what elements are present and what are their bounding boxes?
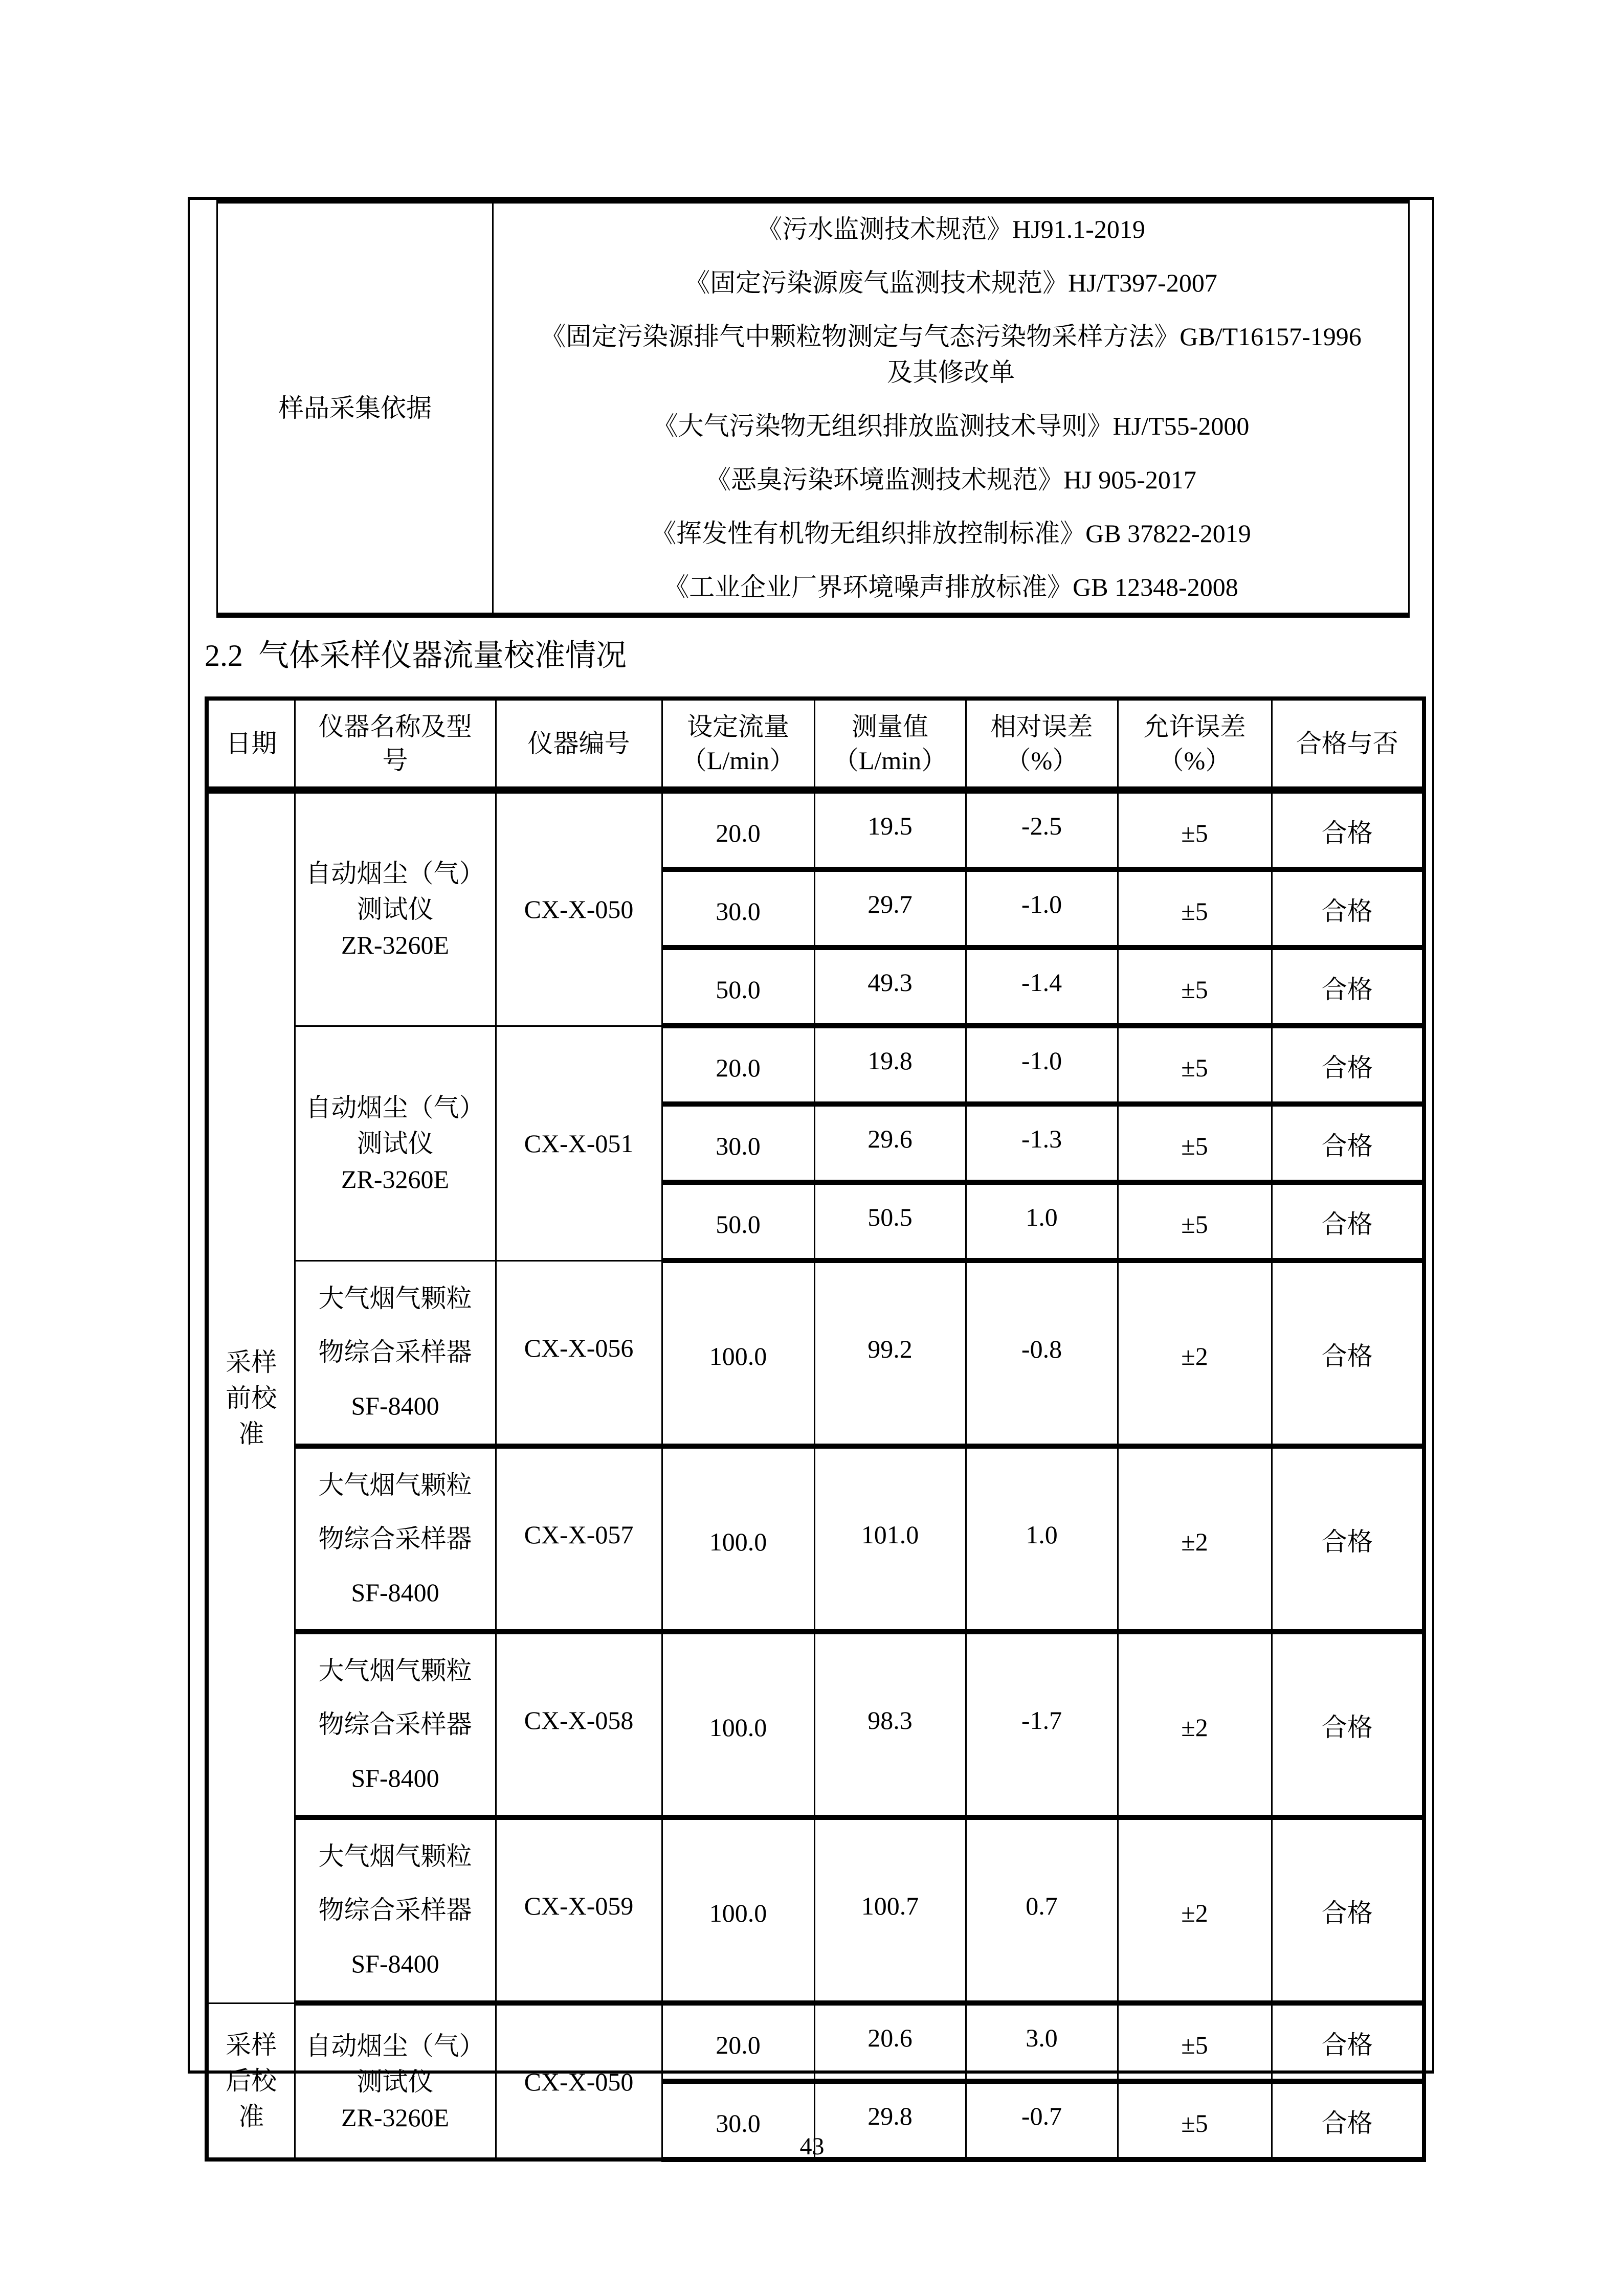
set-flow-cell: 30.0 [662, 869, 814, 948]
allowed-error-cell: ±2 [1118, 1817, 1272, 2003]
section-number: 2.2 [205, 639, 243, 672]
relative-error-cell: -1.3 [966, 1104, 1118, 1182]
standard-item: 《固定污染源排气中颗粒物测定与气态污染物采样方法》GB/T16157-1996 [540, 322, 1362, 351]
header-text: 允许误差 [1143, 712, 1246, 741]
section-title: 气体采样仪器流量校准情况 [258, 639, 627, 672]
set-flow-cell: 20.0 [662, 1026, 814, 1104]
instrument-id-cell: CX-X-050 [496, 790, 662, 1026]
measured-value-cell: 98.3 [814, 1632, 966, 1817]
instrument-name-text: 自动烟尘（气） [305, 859, 485, 888]
instrument-id-cell: CX-X-058 [496, 1632, 662, 1817]
standard-item: 《恶臭污染环境监测技术规范》HJ 905-2017 [705, 465, 1196, 494]
sampling-basis-row [217, 201, 1409, 615]
sampling-basis-label: 样品采集依据 [217, 201, 493, 615]
measured-value-cell: 29.7 [814, 869, 966, 948]
standard-item: 《固定污染源废气监测技术规范》HJ/T397-2007 [684, 268, 1217, 297]
pass-result-cell: 合格 [1272, 869, 1424, 948]
instrument-name-text: SF-8400 [351, 1949, 439, 1978]
set-flow-cell: 50.0 [662, 948, 814, 1026]
set-flow-cell: 100.0 [662, 1446, 814, 1632]
instrument-name-text: SF-8400 [351, 1764, 439, 1792]
header-date: 日期 [207, 699, 295, 790]
measured-value-cell: 19.8 [814, 1026, 966, 1104]
set-flow-cell: 20.0 [662, 2003, 814, 2081]
instrument-name-text: SF-8400 [351, 1391, 439, 1421]
table-row [207, 1260, 1424, 1446]
allowed-error-cell: ±2 [1118, 1260, 1272, 1446]
instrument-name-text: ZR-3260E [341, 931, 450, 960]
pass-result-cell: 合格 [1272, 1446, 1424, 1632]
pass-result-cell: 合格 [1272, 2081, 1424, 2159]
instrument-name-text: 测试仪 [357, 2067, 434, 2096]
header-relative-error [966, 699, 1118, 790]
header-allowed-error [1118, 699, 1272, 790]
table-row [207, 1632, 1424, 1817]
header-text: （L/min） [833, 746, 947, 775]
set-flow-cell: 20.0 [662, 790, 814, 869]
instrument-name-cell [295, 790, 496, 1026]
pass-result-cell: 合格 [1272, 1260, 1424, 1446]
instrument-name-text: 大气烟气颗粒 [318, 1656, 472, 1685]
allowed-error-cell: ±5 [1118, 948, 1272, 1026]
header-text: 设定流量 [687, 712, 789, 741]
header-text: 测量值 [852, 712, 928, 741]
header-pass: 合格与否 [1272, 699, 1424, 790]
phase-text: 准 [238, 2102, 264, 2131]
measured-value-cell: 29.8 [814, 2081, 966, 2159]
pass-result-cell: 合格 [1272, 1632, 1424, 1817]
instrument-name-cell [295, 1446, 496, 1632]
header-text: 号 [382, 746, 408, 775]
table-row [207, 1026, 1424, 1104]
instrument-name-cell [295, 1632, 496, 1817]
calibration-table [205, 696, 1426, 2162]
phase-cell [207, 790, 295, 2003]
table-row [207, 2003, 1424, 2081]
allowed-error-cell: ±2 [1118, 1446, 1272, 1632]
header-instrument-id: 仪器编号 [496, 699, 662, 790]
instrument-name-text: 测试仪 [357, 895, 434, 924]
allowed-error-cell: ±5 [1118, 2081, 1272, 2159]
sampling-basis-table [216, 198, 1410, 618]
phase-text: 准 [238, 1419, 264, 1448]
instrument-name-text: 自动烟尘（气） [305, 2031, 485, 2060]
relative-error-cell: -1.4 [966, 948, 1118, 1026]
instrument-name-text: 自动烟尘（气） [305, 1093, 485, 1122]
instrument-name-text: 物综合采样器 [318, 1338, 472, 1367]
instrument-name-text: 测试仪 [357, 1129, 434, 1158]
standard-item: 《工业企业厂界环境噪声排放标准》GB 12348-2008 [663, 573, 1238, 601]
header-set-flow [662, 699, 814, 790]
pass-result-cell: 合格 [1272, 790, 1424, 869]
phase-text: 采样 [226, 1347, 277, 1377]
relative-error-cell: -2.5 [966, 790, 1118, 869]
standard-item: 《挥发性有机物无组织排放控制标准》GB 37822-2019 [651, 519, 1251, 548]
set-flow-cell: 100.0 [662, 1260, 814, 1446]
allowed-error-cell: ±5 [1118, 1182, 1272, 1260]
measured-value-cell: 19.5 [814, 790, 966, 869]
header-instrument [295, 699, 496, 790]
phase-text: 采样 [226, 2030, 277, 2059]
measured-value-cell: 50.5 [814, 1182, 966, 1260]
allowed-error-cell: ±2 [1118, 1632, 1272, 1817]
measured-value-cell: 49.3 [814, 948, 966, 1026]
allowed-error-cell: ±5 [1118, 790, 1272, 869]
relative-error-cell: -1.7 [966, 1632, 1118, 1817]
allowed-error-cell: ±5 [1118, 869, 1272, 948]
header-text: 仪器名称及型 [318, 712, 472, 741]
measured-value-cell: 20.6 [814, 2003, 966, 2081]
section-heading [205, 635, 627, 676]
instrument-name-text: SF-8400 [351, 1578, 439, 1607]
instrument-name-text: ZR-3260E [341, 2103, 450, 2132]
measured-value-cell: 99.2 [814, 1260, 966, 1446]
header-text: 相对误差 [990, 712, 1093, 741]
instrument-name-cell [295, 1260, 496, 1446]
instrument-name-cell [295, 1817, 496, 2003]
phase-text: 前校 [226, 1383, 277, 1412]
standard-item: 《污水监测技术规范》HJ91.1-2019 [757, 215, 1145, 243]
measured-value-cell: 29.6 [814, 1104, 966, 1182]
page-number: 43 [799, 2133, 825, 2160]
table-row [207, 1817, 1424, 2003]
allowed-error-cell: ±5 [1118, 1026, 1272, 1104]
measured-value-cell: 101.0 [814, 1446, 966, 1632]
header-measured [814, 699, 966, 790]
set-flow-cell: 50.0 [662, 1182, 814, 1260]
set-flow-cell: 100.0 [662, 1817, 814, 2003]
relative-error-cell: 3.0 [966, 2003, 1118, 2081]
allowed-error-cell: ±5 [1118, 2003, 1272, 2081]
pass-result-cell: 合格 [1272, 1104, 1424, 1182]
instrument-name-cell [295, 1026, 496, 1260]
instrument-name-text: 大气烟气颗粒 [318, 1471, 472, 1499]
table-header-row [207, 699, 1424, 790]
relative-error-cell: 0.7 [966, 1817, 1118, 2003]
instrument-id-cell: CX-X-057 [496, 1446, 662, 1632]
pass-result-cell: 合格 [1272, 1026, 1424, 1104]
instrument-id-cell: CX-X-050 [496, 2003, 662, 2159]
phase-text: 后校 [226, 2066, 277, 2095]
sampling-basis-standards [493, 201, 1409, 615]
relative-error-cell: -0.8 [966, 1260, 1118, 1446]
relative-error-cell: 1.0 [966, 1446, 1118, 1632]
allowed-error-cell: ±5 [1118, 1104, 1272, 1182]
instrument-name-text: ZR-3260E [341, 1164, 450, 1194]
table-row [207, 1446, 1424, 1632]
standard-item: 《大气污染物无组织排放监测技术导则》HJ/T55-2000 [652, 412, 1250, 440]
pass-result-cell: 合格 [1272, 1182, 1424, 1260]
header-text: （%） [1005, 746, 1078, 775]
relative-error-cell: 1.0 [966, 1182, 1118, 1260]
table-row [207, 790, 1424, 869]
header-text: （L/min） [681, 746, 795, 775]
instrument-name-text: 物综合采样器 [318, 1710, 472, 1739]
pass-result-cell: 合格 [1272, 2003, 1424, 2081]
instrument-id-cell: CX-X-056 [496, 1260, 662, 1446]
set-flow-cell: 30.0 [662, 2081, 814, 2159]
relative-error-cell: -1.0 [966, 1026, 1118, 1104]
instrument-name-text: 物综合采样器 [318, 1524, 472, 1553]
instrument-id-cell: CX-X-051 [496, 1026, 662, 1260]
measured-value-cell: 100.7 [814, 1817, 966, 2003]
instrument-name-text: 大气烟气颗粒 [318, 1842, 472, 1871]
calibration-table-body [207, 790, 1424, 2159]
instrument-name-text: 物综合采样器 [318, 1896, 472, 1924]
relative-error-cell: -0.7 [966, 2081, 1118, 2159]
instrument-name-text: 大气烟气颗粒 [318, 1284, 472, 1313]
standard-item-continuation: 及其修改单 [887, 358, 1015, 387]
instrument-id-cell: CX-X-059 [496, 1817, 662, 2003]
set-flow-cell: 30.0 [662, 1104, 814, 1182]
set-flow-cell: 100.0 [662, 1632, 814, 1817]
header-text: （%） [1158, 746, 1231, 775]
pass-result-cell: 合格 [1272, 948, 1424, 1026]
relative-error-cell: -1.0 [966, 869, 1118, 948]
pass-result-cell: 合格 [1272, 1817, 1424, 2003]
